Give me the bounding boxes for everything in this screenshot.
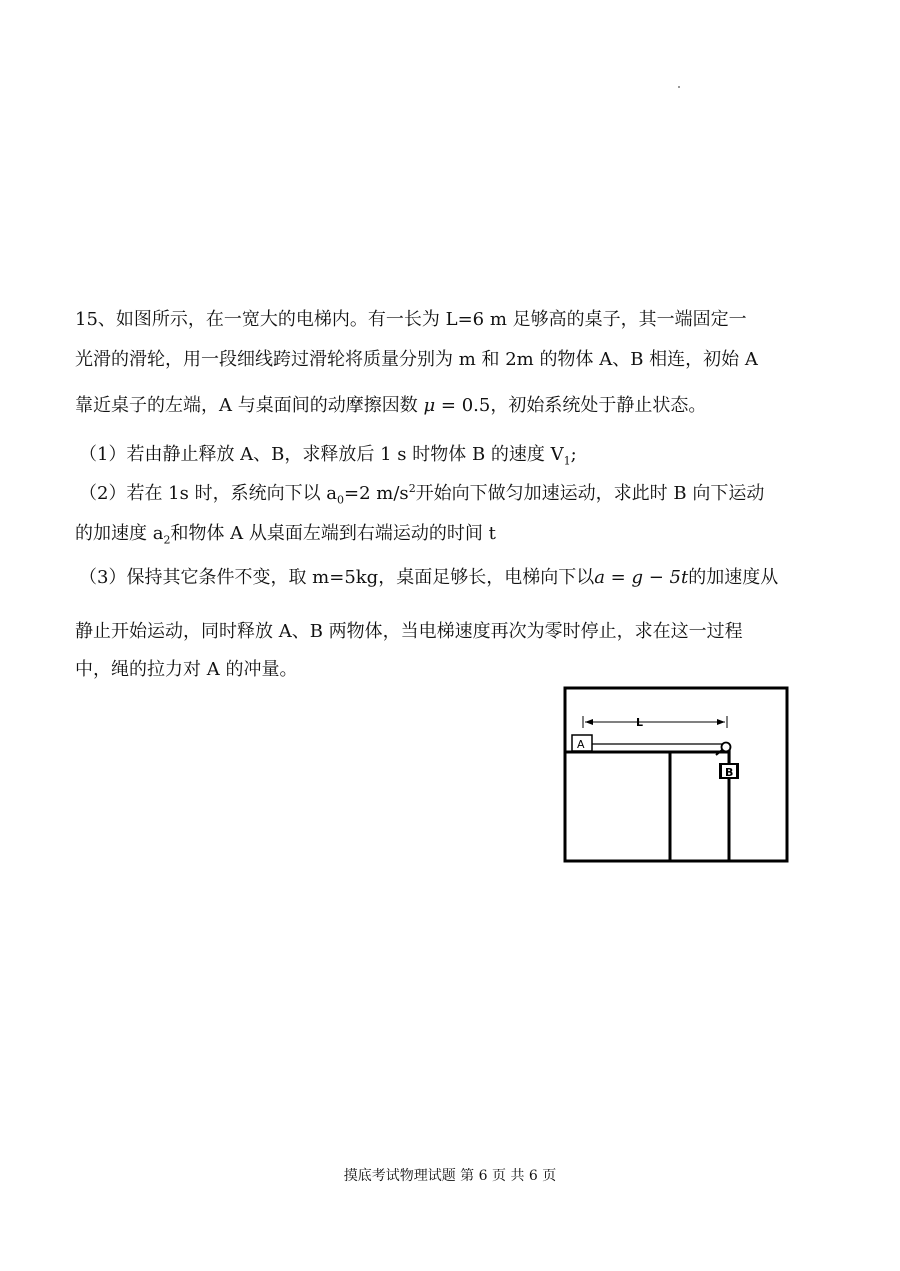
problem-line-3-tail: ，初始系统处于静止状态。 xyxy=(490,395,707,416)
block-a-label: A xyxy=(577,738,585,751)
elevator-box xyxy=(565,688,787,861)
page-footer: 摸底考试物理试题 第 6 页 共 6 页 xyxy=(343,1168,557,1184)
question-2-cont: 的加速度 $a_2$和物体 A 从桌面左端到右端运动的时间 t xyxy=(75,523,496,547)
problem-line-2: 光滑的滑轮，用一段细线跨过滑轮将质量分别为 m 和 2m 的物体 A、B 相连，初始 A xyxy=(75,349,758,370)
block-b-label: B xyxy=(725,766,734,779)
mu-value: = 0.5 xyxy=(440,395,491,416)
question-2: （2）若在 1s 时，系统向下以 $a_0=2$ $m/s^2$开始向下做匀加速运动，求此时 B 向下运动 xyxy=(79,482,765,507)
question-1: （1）若由静止释放 A、B，求释放后 1 s 时物体 B 的速度 $V_1$; xyxy=(79,444,577,468)
question-3-cont-1: 静止开始运动，同时释放 A、B 两物体，当电梯速度再次为零时停止，求在这一过程 xyxy=(75,621,743,642)
acceleration-formula: a = g − 5t xyxy=(594,567,689,588)
pulley xyxy=(722,743,731,752)
dimension-arrow-right xyxy=(717,719,725,725)
question-3-cont-2: 中，绳的拉力对 A 的冲量。 xyxy=(75,659,298,680)
problem-line-1: 15、如图所示，在一宽大的电梯内。有一长为 L=6 m 足够高的桌子，其一端固定一 xyxy=(75,309,747,330)
dimension-arrow-left xyxy=(585,719,593,725)
mu-symbol: μ xyxy=(423,395,436,416)
question-3: （3）保持其它条件不变，取 m=5kg，桌面足够长，电梯向下以a = g − 5t的加速度从 xyxy=(79,567,779,588)
problem-line-3-text: 靠近桌子的左端，A 与桌面间的动摩擦因数 xyxy=(75,395,418,416)
dimension-label-L: L xyxy=(636,716,644,729)
